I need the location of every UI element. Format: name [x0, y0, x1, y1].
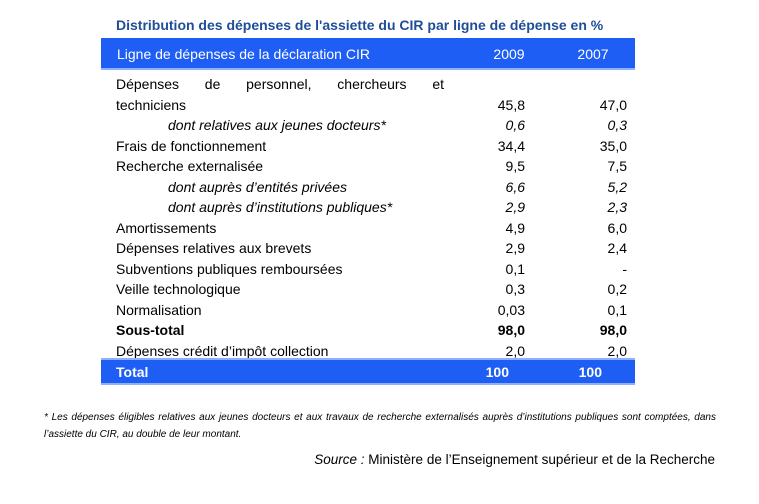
row-value-2007: - [622, 260, 627, 277]
row-value-2009: 6,6 [505, 178, 525, 195]
row-value-2009: 0,1 [505, 260, 525, 277]
row-value-2007: 35,0 [599, 137, 627, 154]
row-value-2009: 98,0 [497, 322, 525, 338]
row-label: Subventions publiques remboursées [116, 260, 343, 277]
table-row-amortissements [116, 218, 635, 239]
table-row-veille [116, 279, 635, 300]
table-row-normalisation [116, 300, 635, 321]
row-label: Recherche externalisée [116, 158, 264, 174]
table-total-row [101, 358, 635, 385]
source-label: Source : [314, 452, 365, 467]
row-value-2009: 34,4 [497, 137, 525, 154]
table-row-sous-total [116, 320, 635, 341]
table-row-subventions [116, 259, 635, 280]
row-value-2009: 45,8 [497, 96, 525, 113]
row-value-2007: 0,1 [607, 301, 627, 318]
footnote: * Les dépenses éligibles relatives aux jeunes docteurs et aux travaux de recherche externalisés auprès d’institutions publiques sont comptées, dans l’assiette du CIR, au double de leur montant. [44, 412, 716, 440]
row-label: dont auprès d’entités privées [168, 178, 347, 195]
row-value-2007: 6,0 [607, 219, 627, 236]
row-label: Veille technologique [116, 281, 241, 297]
header-label: Ligne de dépenses de la déclaration CIR [117, 46, 370, 62]
row-label: Normalisation [116, 301, 202, 318]
row-label: Sous-total [116, 322, 185, 338]
row-value-2007: 7,5 [607, 158, 627, 174]
row-label: dont auprès d’institutions publiques* [168, 199, 393, 215]
total-value-2007: 100 [578, 364, 602, 380]
table-row-jeunes-docteurs [116, 115, 635, 136]
row-value-2009: 0,6 [505, 117, 525, 133]
table-body [116, 74, 635, 361]
row-value-2007: 47,0 [599, 96, 627, 113]
row-label-line1: Dépenses de personnel, chercheurs et [116, 76, 444, 92]
row-label: Frais de fonctionnement [116, 137, 267, 154]
row-value-2009: 9,5 [505, 158, 525, 174]
row-label-line2: techniciens [116, 96, 187, 113]
row-value-2009: 2,9 [505, 199, 525, 215]
header-year-2007: 2007 [577, 46, 609, 62]
row-label: Dépenses relatives aux brevets [116, 240, 312, 256]
row-value-2007: 0,3 [607, 117, 627, 133]
table-row-brevets [116, 238, 635, 259]
source-text: Ministère de l’Enseignement supérieur et de la Recherche [364, 452, 715, 467]
table-row-fonctionnement [116, 136, 635, 157]
row-value-2009: 2,9 [505, 240, 525, 256]
table-row-recherche-externalisee [116, 156, 635, 177]
table-row-institutions-publiques [116, 197, 635, 218]
table-row-entites-privees [116, 177, 635, 198]
row-value-2007: 98,0 [599, 322, 627, 338]
table-header [101, 38, 635, 70]
source-line [314, 452, 715, 467]
row-value-2007: 2,3 [607, 199, 627, 215]
row-label: dont relatives aux jeunes docteurs* [168, 117, 386, 133]
row-value-2007: 2,0 [607, 342, 627, 359]
row-label: Dépenses crédit d’impôt collection [116, 342, 329, 359]
total-value-2009: 100 [485, 364, 509, 380]
row-value-2009: 4,9 [505, 219, 525, 236]
header-year-2009: 2009 [493, 46, 525, 62]
table-row-personnel [116, 74, 635, 115]
row-label: Amortissements [116, 219, 217, 236]
row-label [116, 74, 444, 115]
row-value-2009: 2,0 [505, 342, 525, 359]
table-title: Distribution des dépenses de l'assiette du CIR par ligne de dépense en % [116, 17, 604, 33]
total-label: Total [116, 364, 149, 380]
row-value-2007: 0,2 [607, 281, 627, 297]
row-value-2009: 0,3 [505, 281, 525, 297]
row-value-2007: 5,2 [607, 178, 627, 195]
row-value-2007: 2,4 [607, 240, 627, 256]
row-value-2009: 0,03 [497, 301, 525, 318]
